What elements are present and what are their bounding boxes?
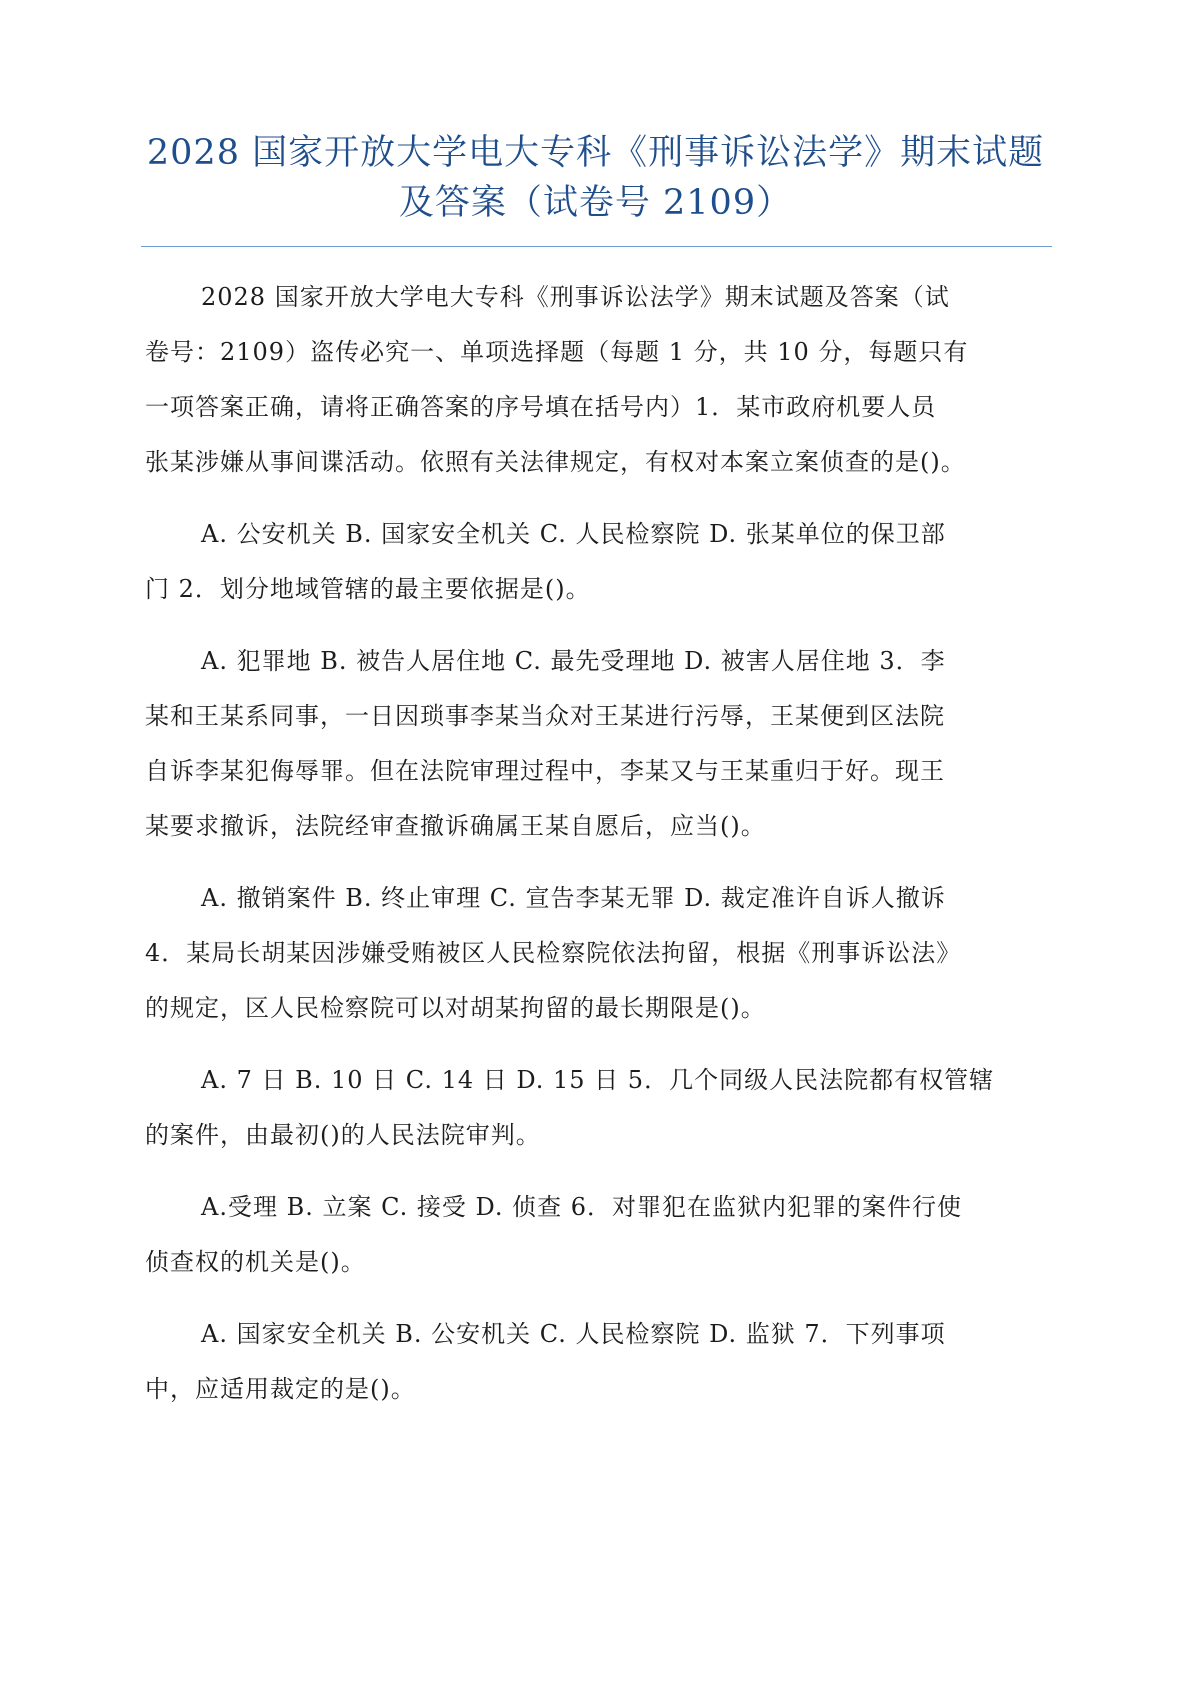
text-line: A.受理 B. 立案 C. 接受 D. 侦查 6．对罪犯在监狱内犯罪的案件行使 xyxy=(201,1193,963,1221)
text-line: 某和王某系同事，一日因琐事李某当众对王某进行污辱，王某便到区法院 xyxy=(145,702,945,730)
text-line: A. 国家安全机关 B. 公安机关 C. 人民检察院 D. 监狱 7．下列事项 xyxy=(201,1320,946,1348)
text-line: 卷号：2109）盗传必究一、单项选择题（每题 1 分，共 10 分，每题只有 xyxy=(145,338,969,366)
paragraph-question-5-options xyxy=(145,1180,1075,1290)
title-line: 及答案（试卷号 2109） xyxy=(398,183,793,223)
title-line: 2028 国家开放大学电大专科《刑事诉讼法学》期末试题 xyxy=(146,133,1045,173)
document-title xyxy=(140,128,1051,228)
paragraph-question-3-options xyxy=(145,871,1075,1036)
paragraph-intro xyxy=(145,270,1075,490)
paragraph-question-1-options xyxy=(145,507,1075,617)
paragraph-question-6-options xyxy=(145,1307,1075,1417)
paragraph-question-2-options xyxy=(145,634,1075,854)
document-body xyxy=(145,270,1075,1434)
title-divider xyxy=(141,246,1052,247)
text-line: 侦查权的机关是()。 xyxy=(145,1248,366,1276)
text-line: 4．某局长胡某因涉嫌受贿被区人民检察院依法拘留，根据《刑事诉讼法》 xyxy=(145,939,962,967)
text-line: 自诉李某犯侮辱罪。但在法院审理过程中，李某又与王某重归于好。现王 xyxy=(145,757,945,785)
text-line: 张某涉嫌从事间谍活动。依照有关法律规定，有权对本案立案侦查的是()。 xyxy=(145,448,966,476)
text-line: 2028 国家开放大学电大专科《刑事诉讼法学》期末试题及答案（试 xyxy=(201,283,950,311)
text-line: 某要求撤诉，法院经审查撤诉确属王某自愿后，应当()。 xyxy=(145,812,766,840)
text-line: A. 撤销案件 B. 终止审理 C. 宣告李某无罪 D. 裁定准许自诉人撤诉 xyxy=(201,884,946,912)
text-line: A. 7 日 B. 10 日 C. 14 日 D. 15 日 5．几个同级人民法院都有权管辖 xyxy=(201,1066,995,1094)
text-line: A. 公安机关 B. 国家安全机关 C. 人民检察院 D. 张某单位的保卫部 xyxy=(201,520,946,548)
text-line: 的规定，区人民检察院可以对胡某拘留的最长期限是()。 xyxy=(145,994,766,1022)
text-line: 门 2．划分地域管辖的最主要依据是()。 xyxy=(145,575,591,603)
paragraph-question-4-options xyxy=(145,1053,1075,1163)
text-line: 的案件，由最初()的人民法院审判。 xyxy=(145,1121,541,1149)
text-line: 中，应适用裁定的是()。 xyxy=(145,1375,416,1403)
text-line: 一项答案正确，请将正确答案的序号填在括号内）1．某市政府机要人员 xyxy=(145,393,937,421)
text-line: A. 犯罪地 B. 被告人居住地 C. 最先受理地 D. 被害人居住地 3．李 xyxy=(201,647,946,675)
